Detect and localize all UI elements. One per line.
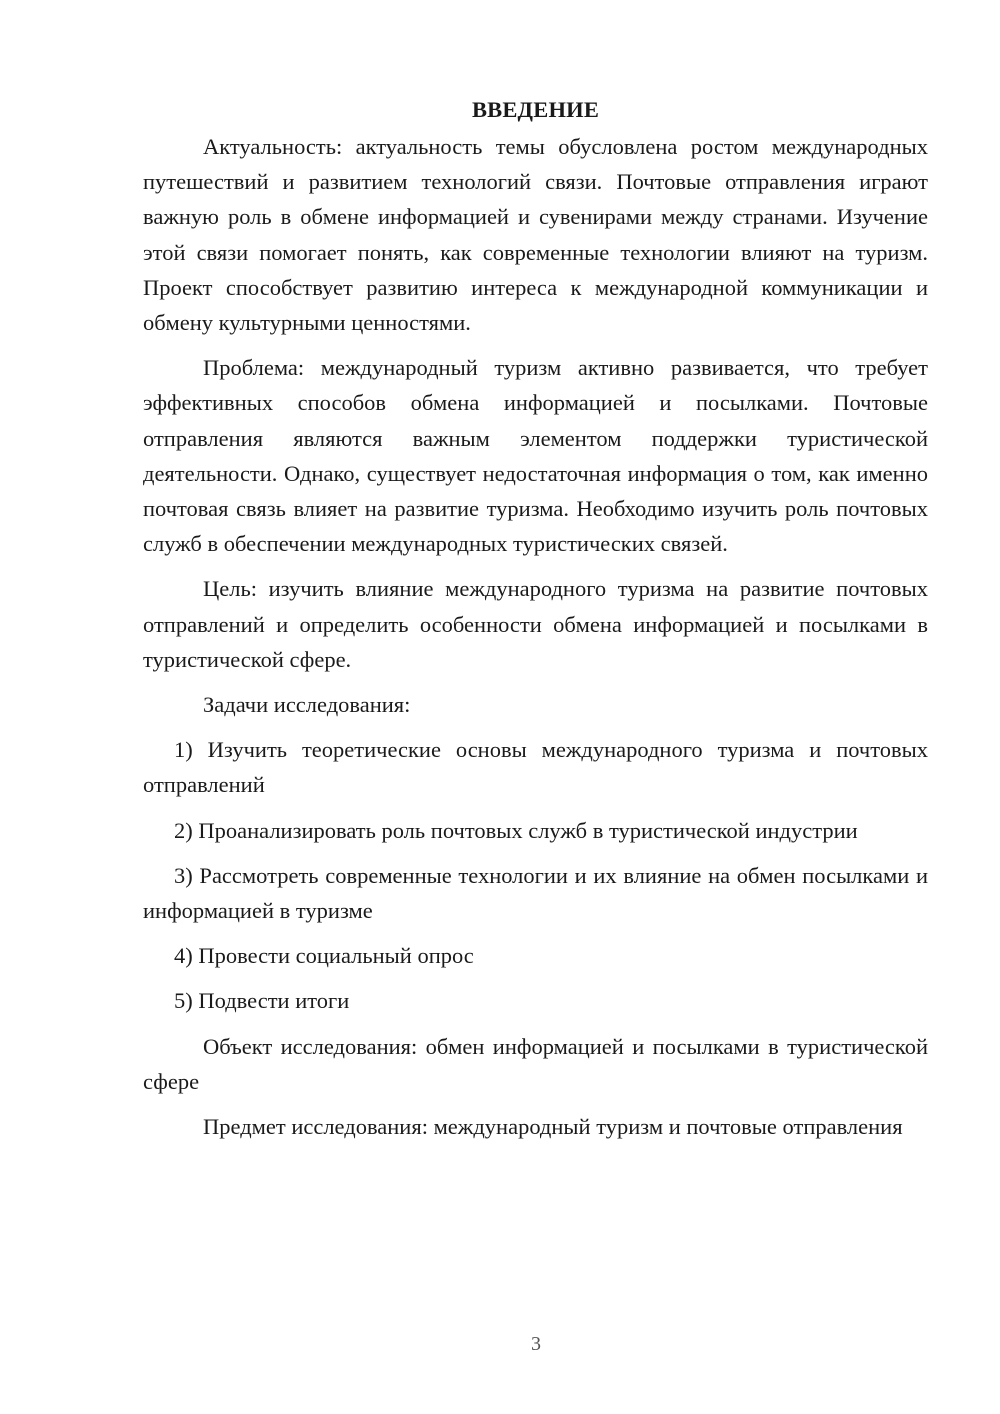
task-item-4: 4) Провести социальный опрос [174, 943, 474, 969]
goal-paragraph: Цель: изучить влияние международного туризма на развитие почтовых отправлений и определить особенности обмена информацией и посылками в туристической сфере. [143, 576, 928, 672]
relevance-paragraph: Актуальность: актуальность темы обусловлена ростом международных путешествий и развитием технологий связи. Почтовые отправления играют важную роль в обмене информацией и сувенирами между странами. Изучение этой связи помогает понять, как современные технологии влияют на туризм. Проект способствует развитию интереса к международной коммуникации и обмену культурными ценностями. [143, 134, 928, 336]
page-number-text: 3 [531, 1333, 541, 1355]
object-paragraph: Объект исследования: обмен информацией и посылками в туристической сфере [143, 1033, 928, 1094]
page-content [143, 92, 928, 1144]
problem-paragraph: Проблема: международный туризм активно развивается, что требует эффективных способов обмена информацией и посылками. Почтовые отправления являются важным элементом поддержки туристической деятельности. Однако, существует недостаточная информация о том, как именно почтовая связь влияет на развитие туризма. Необходимо изучить роль почтовых служб в обеспечении международных туристических связей. [143, 355, 928, 557]
task-item-3: 3) Рассмотреть современные технологии и их влияние на обмен посылками и информацией в туризме [143, 862, 928, 924]
page-number [0, 1333, 1000, 1356]
task-item-1: 1) Изучить теоретические основы международного туризма и почтовых отправлений [143, 737, 928, 798]
tasks-heading: Задачи исследования: [203, 692, 411, 718]
task-item-5: 5) Подвести итоги [174, 988, 350, 1014]
subject-paragraph: Предмет исследования: международный туризм и почтовые отправления [203, 1114, 903, 1140]
task-item-2: 2) Проанализировать роль почтовых служб в туристической индустрии [174, 817, 858, 843]
page-title: ВВЕДЕНИЕ [471, 97, 600, 122]
